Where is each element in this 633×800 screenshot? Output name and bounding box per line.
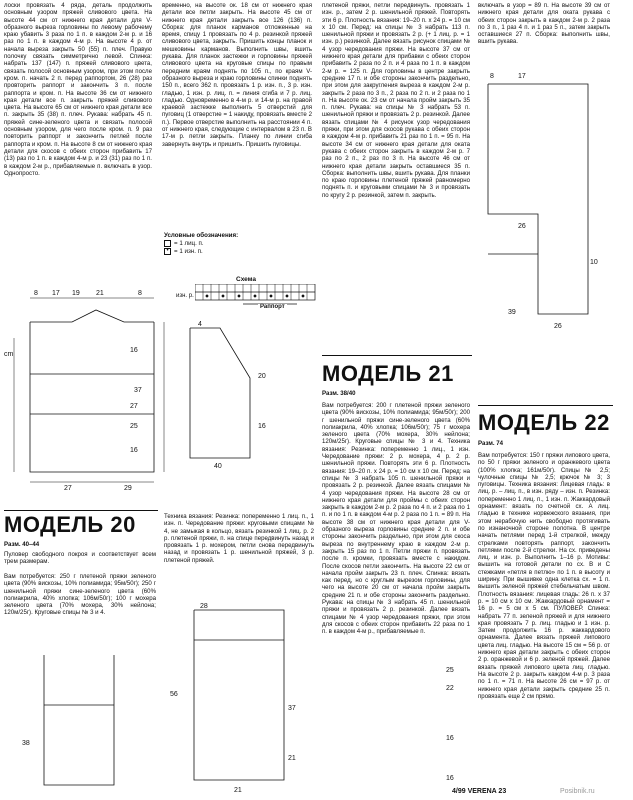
diagram-front [4,282,169,490]
d2-right-1: 16 [258,423,266,430]
d1-right-4: 16 [130,447,138,454]
legend [164,232,314,256]
schema-purl-dot [270,295,272,297]
d3-bottom: 26 [554,323,562,330]
page-footer: 4/99 VERENA 23 [452,788,507,795]
d4-left-1: 38 [22,740,30,747]
model20-intro: Пуловер свободного покроя и соответствует всем трем размерам. [4,551,156,566]
d2-top: 4 [198,321,202,328]
schema-purl-dot [302,295,304,297]
d4-left-0: 56 [170,691,178,698]
diagram-right-top [478,64,618,354]
schema-purl-dot [254,295,256,297]
model20-sizes: Разм. 40–44 [4,541,40,548]
legend-title: Условные обозначения: [164,232,239,239]
schema-purl-dot [238,295,240,297]
d4-top: 28 [200,603,208,610]
d4-bottom: 21 [234,787,242,794]
d1-top-0: 8 [34,290,38,297]
model20-text: Вам потребуется: 250 г плетеной пряжи зеленого цвета (90% вискозы, 10% полиамида; 95м/50г); 250 г шенильной пряжи сине-зеленого цвета (60% полиакрила, 40% хлопка; 106м/50г); 100 г мохера зеленого цвета (70% мохера, 30% нейлона; 120м/25г). Круговые спицы № 3 и 4. [4,573,156,617]
schema-purl-dot [286,295,288,297]
d1-right-0: 16 [130,347,138,354]
schema-purl-dot [222,295,224,297]
d5-top: 25 [446,667,454,674]
d1-top-2: 19 [72,290,80,297]
d1-right-1: 37 [134,387,142,394]
model22-sizes: Разм. 74 [478,440,503,447]
schema-purl-dot [206,295,208,297]
col4-text: включать в узор = 89 п. На высоте 39 см от нижнего края детали для оката рукава с обеих сторон закрыть в каждом 2-м р. 2 раза по 3 п., 1 раз 4 п. и 1 раз 5 п., затем закрыть оставшиеся 27 п. Сборка: выполнить швы, вшить рукава. [478,2,610,46]
d3-top-1: 17 [518,73,526,80]
d4-right-0: 37 [288,705,296,712]
d2-bottom: 40 [214,463,222,468]
model20-tech: Техника вязания: Резинка: попеременно 1 лиц. п., 1 изн. п. Чередование пряжи: круговыми спицами № 4, не замыкая в кольцо, вязать резинкой 1 лиц. р. 2 р. плетеной пряжи, п. на спице передвинуть назад и провязать 1 р. мохером, петли снова передвинуть назад и провязать 1 р. шенильной пряжей, 3 р. плетеной пряжей. [164,513,314,564]
d5-right-1: 16 [446,735,454,742]
schema-label: Схема [236,276,257,283]
model21-text: Вам потребуется: 200 г плетеной пряжи зеленого цвета (90% вискозы, 10% полиамида; 95м/50г); 200 г шенильной пряжи сине-зеленого цвета (60% полиакрила, 40% хлопка; 106м/50г); 75 г мохера зеленого цвета (70% мохера, 30% нейлона; 120м/25г). Круговые спицы № 3 и 4. Техника вязания: Резинка: попеременно 1 лиц., 1 изн. Чередование пряжи: 2 р. мохера, 4 р. 2 р. шенильной пряжи. Повторять эти 6 р. Плотность вязания: 19–20 п. x 24 р. = 10 см x 10 см. Перед: на спицы № 3 набрать 105 п. шенильной пряжи и провязать 2 р. резинкой. Далее вязать спицами № 4 узор чередования пряжи. На высоте 28 см от нижнего края детали для проймы с обеих сторон закрыть в каждом 2-м р. 2 раза по 4 п. и 2 раза по 1 п. и по 1 п. в каждом 4-м р. 2 раза по 1 п. = 89 п. На высоте 38 см от нижнего края детали для V-образного выреза горловины средние 2 п. и обе стороны закончить раздельно, при этом для скоса выреза по внутреннему краю в каждом 2-м р. закрыть 15 раз по 1 п. Петли пряжи п. провязать после п. кромки, провязать вместе с накидом. После скосов петли закончить. На высоте 22 см от начала пройм закрыть 23 п. плеч. Спинка: вязать как перед, но с круглым вырезом горловины, для чего на высоте 20 см от начала пройм закрыть средние 21 п. и обе стороны закончить раздельно. Рукава: на спицы № 3 набрать 45 п. шенильной пряжи и провязать 2 р. резинкой. Далее вязать спицами № 4 узор чередования пряжи, при этом для скосов с обеих сторон прибавить 22 раза по 1 п. в каждом 4-м р., прибавляемые п. [322,402,470,636]
d2-right-0: 20 [258,373,266,380]
d5-right-0: 22 [446,685,454,692]
d3-top-2: 26 [518,223,526,230]
model22-text: Вам потребуется: 150 г пряжи липового цвета, по 50 г пряжи зеленого и оранжевого цвета (100% хлопка; 161м/50г). Спицы № 2,5; чулочные спицы № 2,5; крючок № 3; 3 пуговицы. Техника вязания: Лицевая гладь: в лиц. р. – лиц. п., в изн. ряду – изн. п. Резинка: попеременно 1 лиц. п., 1 изн. п. Жаккардовый орнамент: вязать по счетной сх. А лиц. гладью в технике норвежского вязания, при этом нерабочую нить свободно протягивать по изнаночной стороне полотна. В центре начать петлями перед 1-й стрелкой, между стрелками повторять раппорт, закончить петлями после 2-й стрелки. На сх. приведены лиц. и изн. р. Выполнить 1–16 р. Мотивы: вышить на готовой детали по сх. В и С стежками «петля в петлю» по 1 п. в высоту и ширину. При вышивке одна клетка сх. = 1 п. вышить зеленой пряжей стебельчатым швом. Плотность вязания: лицевая гладь: 26 п. x 37 р. = 10 см x 10 см. Жаккардовый орнамент = 16 р. = 5 см x 5 см. ПУЛОВЕР. Спинка: набрать 77 п. зеленой пряжей и для нижнего края провязать 7 р. лиц. гладью и 1 изн. р. Затем продолжить 16 р. жаккардового орнамента. Далее вязать пряжей липового цвета лиц. гладью. На высоте 15 см = 56 р. от нижнего края детали закрыть с обеих сторон 2 р. оранжевой и 6 р. зеленой пряжей. Далее вязать пряжей липового цвета лиц. гладью. На высоте 2 р. закрыть каждом 4-м р. 3 раза по 1 п. = 71 п. На высоте 26 см = 97 р. от нижнего края детали закрыть средние 25 п. провязать еще 2 см прямо. [478,452,610,700]
d1-right-2: 27 [130,403,138,410]
model21-sizes: Разм. 38/40 [322,390,356,397]
diagram-model21-body [164,600,319,795]
d1-bottom-1: 29 [124,485,132,490]
col1-text: лоски провязать 4 ряда, деталь продолжить основным узором пряжей сливового цвета. На высоте 44 см от нижнего края детали для V-образного выреза горловины по левому рабочему краю убавить 3 раза по 1 п. в каждом 2-м р. и 16 раз по 1 п. в каждом 4-м р. На высоте 4 р. от начала выреза закрыть 50 (55) п. плеч. Правую полочку связать симметрично левой. Спинка: набрать 137 (147) п. пряжей сливового цвета, связать полосой основным узором, при этом после кром. п. начать 2 п. перед раппортом, 26 (28) раз провторить раппорт и закончить 3 п. после раппорта и кром. п. На высоте 36 см от нижнего края детали все п. закрыть пряжей сливового цвета. На высоте 65 см от нижнего края детали все п. закрыть 35 (38) п. плеч. Рукава: набрать 45 п. пряжей сине-зеленого цвета и связать полосой основным узором, для чего после кром. п. 9 раз повторить раппорт и закончить петлей после раппорта и кром. п. На высоте 8 см от нижнего края детали для скосов с обеих сторон прибавить 17 (13) раз по 1 п. в каждом 4-м р. и 23 (31) раз по 1 п. в каждом 2-м р., прибавляемые п. включать в узор. Однопросто. [4,2,152,177]
d1-top-4: 8 [138,290,142,297]
diagram-model20-body [4,645,162,795]
d1-bottom-0: 27 [64,485,72,490]
model21-title: МОДЕЛЬ 21 [322,361,454,386]
d3-top-0: 8 [490,73,494,80]
model22-title: МОДЕЛЬ 22 [478,410,610,435]
d5-right-2: 16 [446,775,454,782]
d3-right-0: 39 [508,309,516,316]
legend-item-knit: = 1 лиц. п. [164,240,314,248]
model20-rule [4,510,158,511]
legend-item-purl: • = 1 изн. п. [164,248,314,256]
col3-text: плетеной пряжи, петли передвинуть. провязать 1 изн. р., затем 2 р. шенильной пряжей. Повторять эти 6 р. Плотность вязания: 19–20 п. x 24 р. = 10 см x 10 см. Перед: на спицы № 3 набрать 113 п. шенильной пряжи и провязать 2 р. (+ 1 лиц. р. = 1 изн. р.) резинкой. Далее вязать рисунок спицами № 4 узор чередования пряжи. На высоте 37 см от нижнего края детали для прибавки с обеих сторон прибавить 2 раза по 2 п. и 4 раза по 1 п. в каждом 2-м р. = 125 п. Для горловины в центре закрыть средние 17 п. и обе стороны закончить раздельно, при этом для закругления выреза в каждом 2-м р. закрыть 2 раза по 3 п., 2 раза по 2 п. и 2 раза по 1 п. На высоте ок. 23 см от начала пройм закрыть 35 п. плеч. Рукава: на спицы № 3 набрать 53 п. шенильной пряжи и провязать 2 р. резинкой. Далее вязать спицами № 4 рисунок узор чередования пряжи, при этом для скосов рукава с обеих сторон в каждом 4-м р. прибавить 21 раз по 1 п. = 95 п. На высоте 34 см от нижнего края детали для оката рукава с обеих сторон закрыть в каждом 2-м р. 7 раз по 2 п., 2 раз по 3 п. На высоте 46 см от нижнего края детали закрыть оставшиеся 35 п. Сборка: выполнить швы, вшить рукава. Для планки по краю горловины плетеной пряжей равномерно поднять п. и круговыми спицами № 3 и провязать по кругу 2 р. резинкой, затем п. закрыть. [322,2,470,199]
rapport-label: Раппорт [260,304,285,310]
model22-rule [478,405,613,406]
watermark: Posibnik.ru [560,788,595,795]
diagram-sleeve [170,318,320,468]
d3-right-1: 10 [590,259,598,266]
col2-text: временно, на высоте ок. 18 см от нижнего края детали все петли закрыть. На высоте 45 см от нижнего края детали закрыть все 126 (136) п. Сборка: для планок карманов отложенные на время, спицу 1 провязать по 4 р. резинкой пряжей сливового цвета, закрыть. Пришить концы планок и мешковины карманов. Выполнить швы, вшить рукава. Для планок застежки и горловины пряжей сливового цвета на круговые спицы по правым передним краям поднять по 105 п., по краям V-образного выреза и краю горловины спинки поднять 150 п., всего 362 п. провязать 1 р. изн. п., 3 р. изн. гладью, 1 изн. р. лиц. п. = линия сгиба и 7 р. лиц. гладью. Одновременно в 4-м р. и 14-м р. на правой краевой застежке выполнить 5 отверстий для пуговиц (1 отверстие = 1 накиду, провязать вместе 2 п.). Первое отверстие выполнить на расстоянии 4 п. от нижнего края, следующие с интервалом в 23 п. В 17-м р. петли закрыть. Планку по линии сгиба завернуть внутрь и пришить. Пришить пуговицы. [162,2,312,148]
schema-rows-label: изн. р. [176,293,194,299]
diagram-model22-side [440,660,476,800]
d1-top-1: 17 [52,290,60,297]
model21-rule [322,355,472,356]
model20-title: МОДЕЛЬ 20 [4,512,136,537]
d1-right-3: 25 [130,423,138,430]
d1-top-3: 21 [96,290,104,297]
d1-units: cm [4,351,14,358]
d4-right-1: 21 [288,755,296,762]
